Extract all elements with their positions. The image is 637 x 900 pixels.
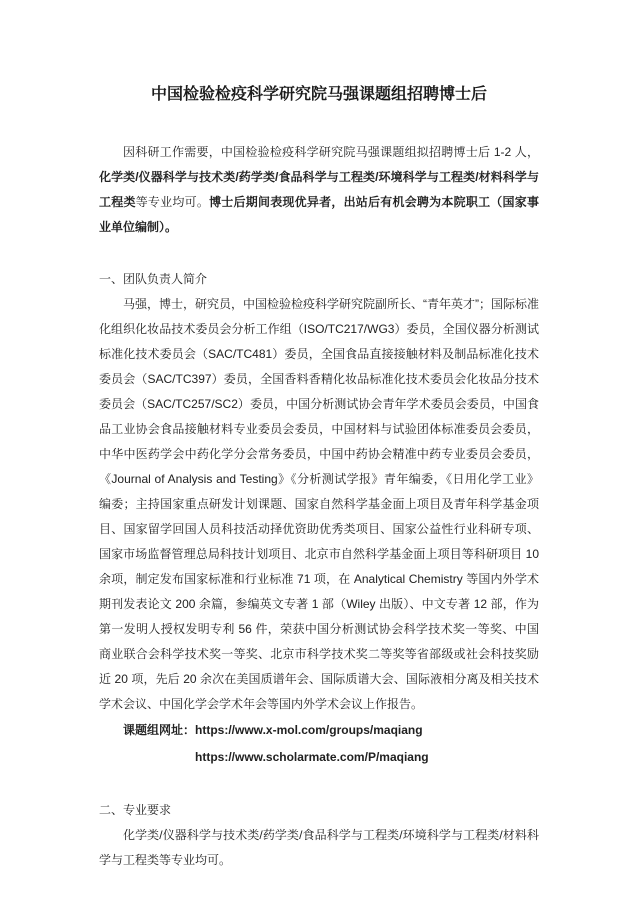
- website-label: 课题组网址：: [123, 723, 196, 737]
- intro-paragraph: [99, 140, 539, 240]
- majors-paragraph: 化学类/仪器科学与技术类/药学类/食品科学与工程类/环境科学与工程类/材料科学与工程类等专业均可。: [99, 828, 539, 867]
- section1-heading: 一、团队负责人简介: [99, 272, 208, 286]
- document-title: 中国检验检疫科学研究院马强课题组招聘博士后: [150, 86, 487, 103]
- url-scholarmate: https://www.scholarmate.com/P/maqiang: [195, 750, 429, 764]
- intro-note-bold: 博士后期间表现优异者，出站后有机会聘为本院职工（国家事业单位编制）。: [99, 195, 539, 234]
- intro-text-lead: 因科研工作需要，中国检验检疫科学研究院马强课题组拟招聘博士后 1-2 人，: [123, 145, 539, 159]
- url-xmol: https://www.x-mol.com/groups/maqiang: [195, 723, 423, 737]
- intro-text-mid: 等专业均可。: [135, 195, 210, 209]
- website-url-list: [195, 717, 429, 771]
- website-block: [99, 717, 539, 771]
- intro-majors-bold: 化学类/仪器科学与技术类/药学类/食品科学与工程类/环境科学与工程类/材料科学与工程类: [99, 170, 539, 209]
- bio-paragraph: 马强，博士，研究员，中国检验检疫科学研究院副所长、“青年英才”；国际标准化组织化妆品技术委员会分析工作组（ISO/TC217/WG3）委员，全国仪器分析测试标准化技术委员会（SAC/TC481）委员，全国食品直接接触材料及制品标准化技术委员会（SAC/TC397）委员，全国香料香精化妆品标准化技术委员会化妆品分技术委员会（SAC/TC257/SC2）委员，中国分析测试协会青年学术委员会委员，中国食品工业协会食品接触材料专业委员会委员，中国材料与试验团体标准委员会委员，中华中医药学会中药化学分会常务委员，中国中药协会精准中药专业委员会委员，《Journal of Analysis and Testing》《分析测试学报》青年编委，《日用化学工业》编委；主持国家重点研发计划课题、国家自然科学基金面上项目及青年科学基金项目、国家留学回国人员科技活动择优资助优秀类项目、国家公益性行业科研专项、国家市场监督管理总局科技计划项目、北京市自然科学基金面上项目等科研项目 10 余项，制定发布国家标准和行业标准 71 项，在 Analytical Chemistry 等国内外学术期刊发表论文 200 余篇，参编英文专著 1 部（Wiley 出版）、中文专著 12 部，作为第一发明人授权发明专利 56 件，荣获中国分析测试协会科学技术奖一等奖、中国商业联合会科学技术奖一等奖、北京市科学技术奖二等奖等省部级或社会科技奖励近 20 项，先后 20 余次在美国质谱年会、国际质谱大会、国际液相分离及相关技术学术会议、中国化学会学术年会等国内外学术会议上作报告。: [99, 297, 539, 711]
- section2-heading: 二、专业要求: [99, 803, 172, 817]
